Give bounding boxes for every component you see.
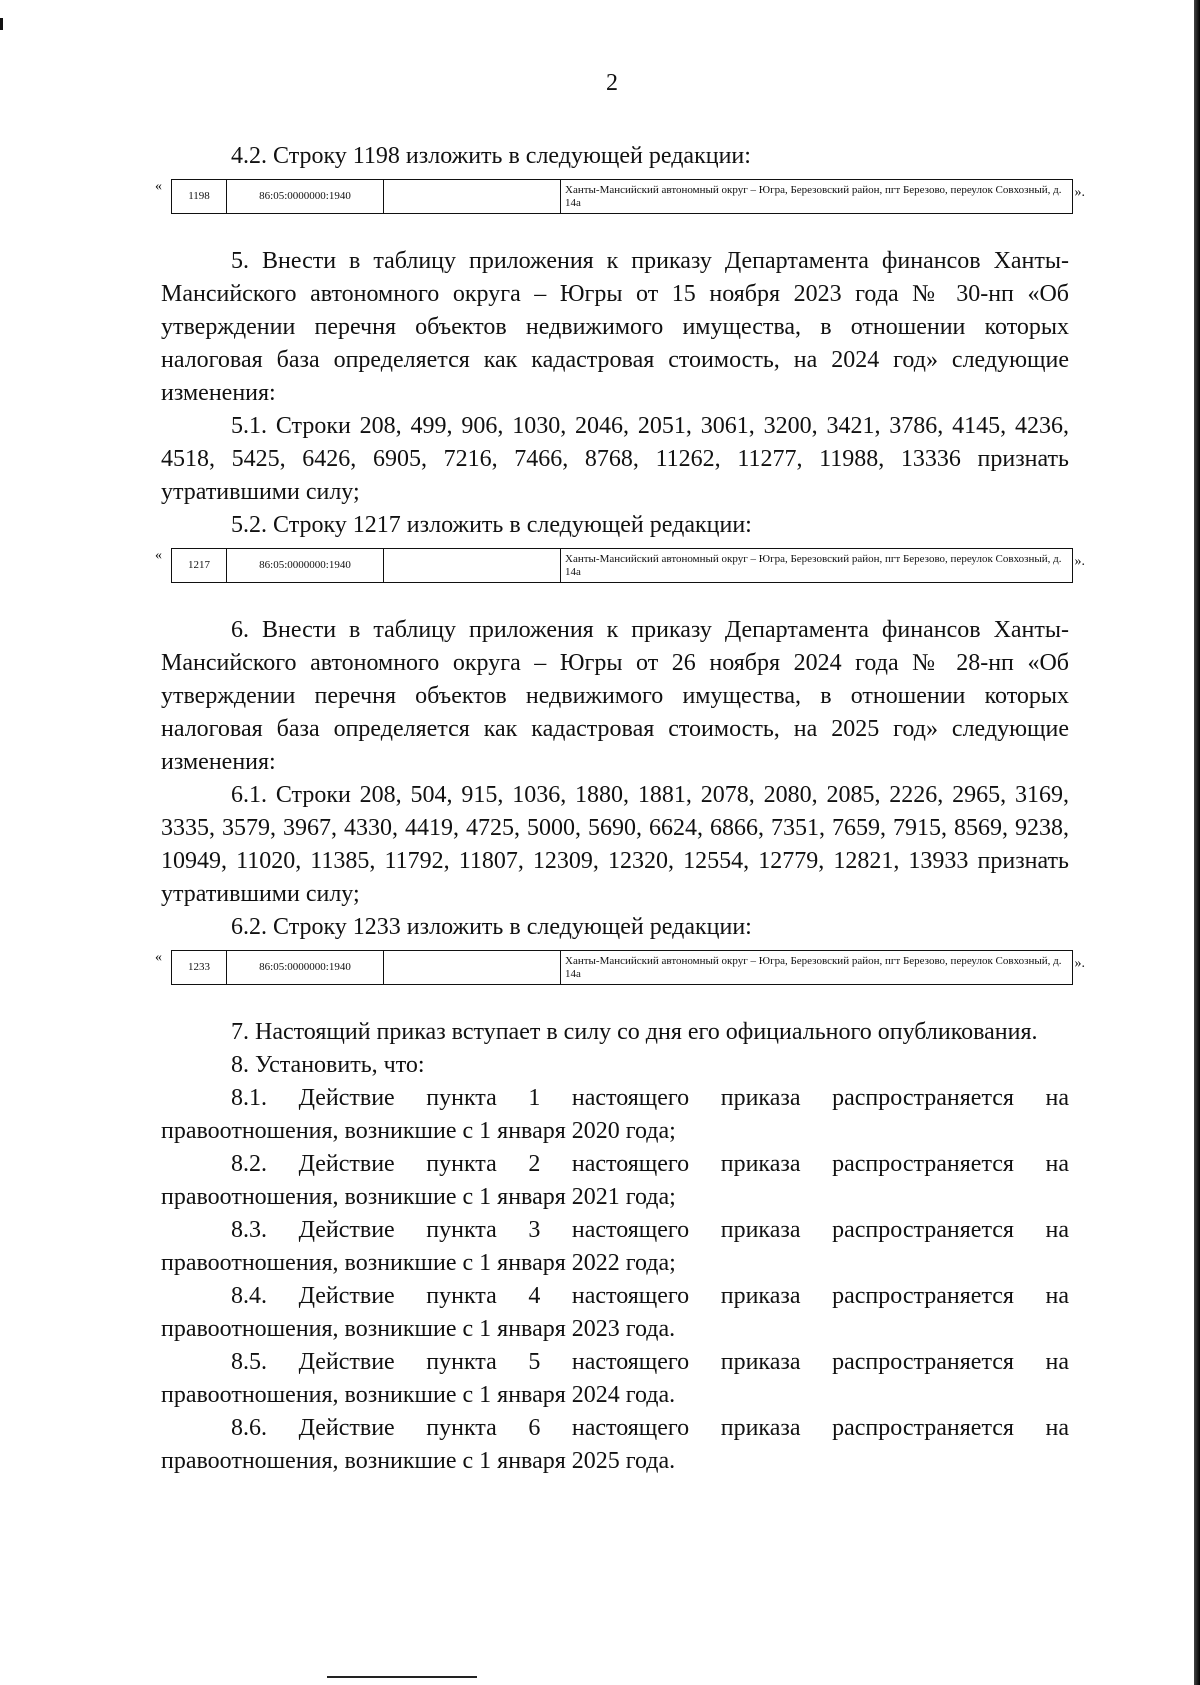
address-cell: Ханты-Мансийский автономный округ – Югра, Березовский район, пгт Березово, переулок Совхозный, д. 14а bbox=[561, 951, 1073, 985]
row-table bbox=[171, 950, 1073, 985]
table-row-1198 bbox=[155, 179, 1085, 225]
row-number: 1198 bbox=[172, 180, 227, 214]
open-quote: « bbox=[155, 548, 162, 563]
table-row-1217 bbox=[155, 548, 1085, 594]
footer-divider bbox=[327, 1676, 477, 1678]
close-quote: ». bbox=[1074, 956, 1085, 971]
paragraph-8-4: 8.4. Действие пункта 4 настоящего приказа распространяется на правоотношения, возникшие с 1 января 2023 года. bbox=[161, 1283, 1069, 1342]
paragraph-7: 7. Настоящий приказ вступает в силу со дня его официального опубликования. bbox=[231, 1019, 1038, 1045]
empty-cell bbox=[384, 180, 561, 214]
paragraph-8-3: 8.3. Действие пункта 3 настоящего приказа распространяется на правоотношения, возникшие с 1 января 2022 года; bbox=[161, 1217, 1069, 1276]
scan-edge bbox=[1194, 0, 1200, 1685]
page-number: 2 bbox=[606, 70, 618, 96]
paragraph-8-2: 8.2. Действие пункта 2 настоящего приказа распространяется на правоотношения, возникшие с 1 января 2021 года; bbox=[161, 1151, 1069, 1210]
document-body bbox=[155, 140, 1085, 1478]
paragraph-6-1: 6.1. Строки 208, 504, 915, 1036, 1880, 1881, 2078, 2080, 2085, 2226, 2965, 3169, 3335, 3579, 3967, 4330, 4419, 4725, 5000, 5690, 6624, 6866, 7351, 7659, 7915, 8569, 9238, 10949, 11020, 11385, 11792, 11807, 12309, 12320, 12554, 12779, 12821, 13933 признать утратившими силу; bbox=[161, 782, 1069, 907]
paragraph-8: 8. Установить, что: bbox=[231, 1052, 425, 1078]
paragraph-8-6: 8.6. Действие пункта 6 настоящего приказа распространяется на правоотношения, возникшие с 1 января 2025 года. bbox=[161, 1415, 1069, 1474]
paragraph-8-1: 8.1. Действие пункта 1 настоящего приказа распространяется на правоотношения, возникшие с 1 января 2020 года; bbox=[161, 1085, 1069, 1144]
cadastral-number: 86:05:0000000:1940 bbox=[227, 180, 384, 214]
table-row-1233 bbox=[155, 950, 1085, 996]
paragraph-6: 6. Внести в таблицу приложения к приказу Департамента финансов Ханты-Мансийского автономного округа – Югры от 26 ноября 2024 года № 28-нп «Об утверждении перечня объектов недвижимого имущества, в отношении которых налоговая база определяется как кадастровая стоимость, на 2025 год» следующие изменения: bbox=[161, 617, 1069, 775]
cadastral-number: 86:05:0000000:1940 bbox=[227, 951, 384, 985]
empty-cell bbox=[384, 549, 561, 583]
paragraph-8-5: 8.5. Действие пункта 5 настоящего приказа распространяется на правоотношения, возникшие с 1 января 2024 года. bbox=[161, 1349, 1069, 1408]
address-cell: Ханты-Мансийский автономный округ – Югра, Березовский район, пгт Березово, переулок Совхозный, д. 14а bbox=[561, 549, 1073, 583]
address-cell: Ханты-Мансийский автономный округ – Югра, Березовский район, пгт Березово, переулок Совхозный, д. 14а bbox=[561, 180, 1073, 214]
paragraph-5: 5. Внести в таблицу приложения к приказу Департамента финансов Ханты-Мансийского автономного округа – Югры от 15 ноября 2023 года № 30-нп «Об утверждении перечня объектов недвижимого имущества, в отношении которых налоговая база определяется как кадастровая стоимость, на 2024 год» следующие изменения: bbox=[161, 248, 1069, 406]
cadastral-number: 86:05:0000000:1940 bbox=[227, 549, 384, 583]
paragraph-5-1: 5.1. Строки 208, 499, 906, 1030, 2046, 2051, 3061, 3200, 3421, 3786, 4145, 4236, 4518, 5425, 6426, 6905, 7216, 7466, 8768, 11262, 11277, 11988, 13336 признать утратившими силу; bbox=[161, 413, 1069, 505]
open-quote: « bbox=[155, 179, 162, 194]
row-number: 1217 bbox=[172, 549, 227, 583]
paragraph-4-2: 4.2. Строку 1198 изложить в следующей редакции: bbox=[231, 143, 751, 169]
empty-cell bbox=[384, 951, 561, 985]
open-quote: « bbox=[155, 950, 162, 965]
row-table bbox=[171, 548, 1073, 583]
row-number: 1233 bbox=[172, 951, 227, 985]
paragraph-5-2: 5.2. Строку 1217 изложить в следующей редакции: bbox=[231, 512, 752, 538]
scan-mark bbox=[0, 18, 3, 30]
paragraph-6-2: 6.2. Строку 1233 изложить в следующей редакции: bbox=[231, 914, 752, 940]
close-quote: ». bbox=[1074, 185, 1085, 200]
close-quote: ». bbox=[1074, 554, 1085, 569]
row-table bbox=[171, 179, 1073, 214]
